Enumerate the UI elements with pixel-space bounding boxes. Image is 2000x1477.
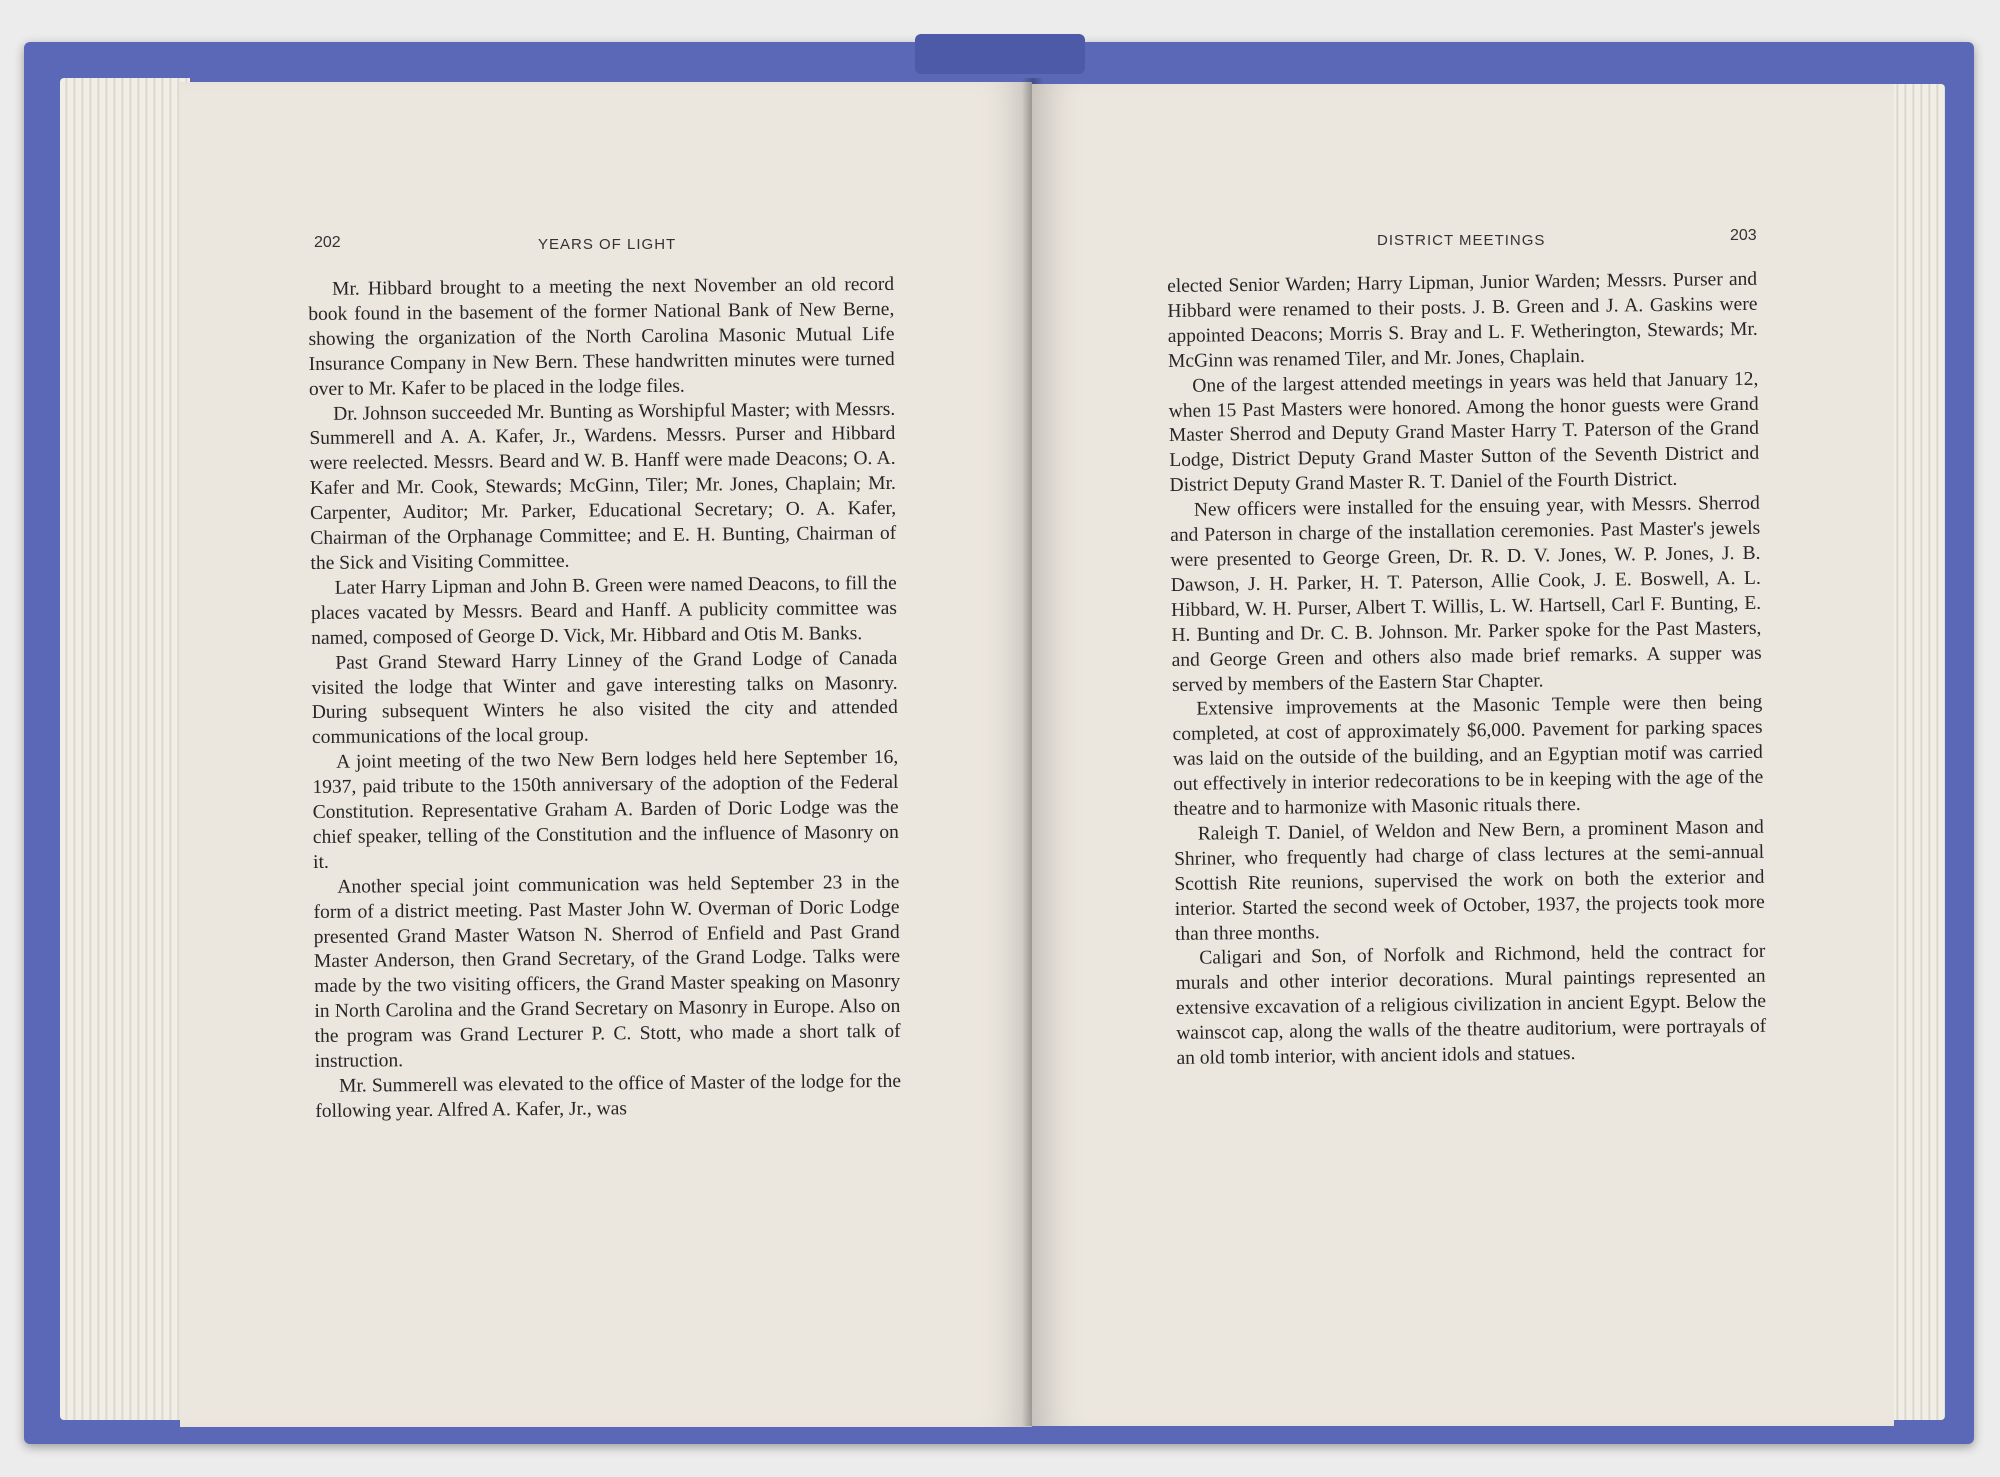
paragraph: New officers were installed for the ensuing year, with Messrs. Sherrod and Paterson in charge of the installation ceremonies. Past Master's jewels were presented to George Green, Dr. R. D. V. Jones, W. P. Jones, J. B. Dawson, J. H. Parker, H. T. Paterson, Allie Cook, J. E. Boswell, A. L. Hibbard, W. H. Purser, Albert T. Willis, L. W. Hartsell, Carl F. Bunting, E. H. Bunting and Dr. C. B. Johnson. Mr. Parker spoke for the Past Masters, and George Green and others also made brief remarks. A supper was served by members of the Eastern Star Chapter. xyxy=(1170,492,1762,696)
paragraph: Dr. Johnson succeeded Mr. Bunting as Worshipful Master; with Messrs. Summerell and A. A. Kafer, Jr., Wardens. Messrs. Purser and Hibbard were reelected. Messrs. Beard and W. B. Hanff were made Deacons; O. A. Kafer and Mr. Cook, Stewards; McGinn, Tiler; Mr. Jones, Chaplain; Mr. Carpenter, Auditor; Mr. Parker, Educational Secretary; O. A. Kafer, Chairman of the Orphanage Committee; and E. H. Bunting, Chairman of the Sick and Visiting Committee. xyxy=(309,398,897,574)
left-page xyxy=(180,82,1032,1427)
paragraph: One of the largest attended meetings in years was held that January 12, when 15 Past Masters were honored. Among the honor guests were Grand Master Sherrod and Deputy Grand Master Harry T. Paterson of the Grand Lodge, District Deputy Grand Master Sutton of the Seventh District and District Deputy Grand Master R. T. Daniel of the Fourth District. xyxy=(1168,368,1760,497)
paragraph: Extensive improvements at the Masonic Temple were then being completed, at cost of approximately $6,000. Pavement for parking spaces was laid on the outside of the building, and an Egyptian motif was carried out effectively in interior redecorations to be in keeping with the age of the theatre and to harmonize with Masonic rituals there. xyxy=(1172,692,1764,820)
right-page xyxy=(1032,84,1894,1426)
running-head-left: YEARS OF LIGHT xyxy=(538,236,677,253)
paragraph: Raleigh T. Daniel, of Weldon and New Bern, a prominent Mason and Shriner, who frequently had charge of class lectures at the semi-annual Scottish Rite reunions, supervised the work on both the exterior and interior. Started the second week of October, 1937, the projects took more than three months. xyxy=(1174,816,1765,945)
paragraph: Caligari and Son, of Norfolk and Richmond, held the contract for murals and other interior decorations. Mural paintings represented an extensive excavation of a religious civilization in ancient Egypt. Below the wainscot cap, along the walls of the theatre auditorium, were portrayals of an old tomb interior, with ancient idols and statues. xyxy=(1175,941,1767,1070)
paragraph: Past Grand Steward Harry Linney of the Grand Lodge of Canada visited the lodge that Winter and gave interesting talks on Masonry. During subsequent Winters he also visited the city and attended communications of the local group. xyxy=(311,647,898,749)
paragraph: elected Senior Warden; Harry Lipman, Junior Warden; Messrs. Purser and Hibbard were renamed to their posts. J. B. Green and J. A. Gaskins were appointed Deacons; Morris S. Bray and L. F. Wetherington, Stewards; Mr. McGinn was renamed Tiler, and Mr. Jones, Chaplain. xyxy=(1167,268,1758,372)
left-page-text xyxy=(308,273,901,1125)
page-number-right: 203 xyxy=(1730,227,1757,244)
running-head-right: DISTRICT MEETINGS xyxy=(1377,232,1546,249)
paragraph: Mr. Hibbard brought to a meeting the next November an old record book found in the basement of the former National Bank of New Berne, showing the organization of the North Carolina Masonic Mutual Life Insurance Company in New Bern. These handwritten minutes were turned over to Mr. Kafer to be placed in the lodge files. xyxy=(308,273,895,400)
paragraph: Mr. Summerell was elevated to the office of Master of the lodge for the following year. Alfred A. Kafer, Jr., was xyxy=(315,1070,902,1122)
paragraph: Later Harry Lipman and John B. Green were named Deacons, to fill the places vacated by Messrs. Beard and Hanff. A publicity committee was named, composed of George D. Vick, Mr. Hibbard and Otis M. Banks. xyxy=(310,572,897,649)
right-page-text xyxy=(1167,268,1767,1072)
paragraph: A joint meeting of the two New Bern lodges held here September 16, 1937, paid tribute to the 150th anniversary of the adoption of the Federal Constitution. Representative Graham A. Barden of Doric Lodge was the chief speaker, telling of the Constitution and the influence of Masonry on it. xyxy=(312,747,899,873)
paragraph: Another special joint communication was held September 23 in the form of a district meeting. Past Master John W. Overman of Doric Lodge presented Grand Master Watson N. Sherrod of Enfield and Past Grand Master Anderson, then Grand Secretary, of the Grand Lodge. Talks were made by the two visiting officers, the Grand Master speaking on Masonry in North Carolina and the Grand Secretary on Masonry in Europe. Also on the program was Grand Lecturer P. C. Stott, who made a short talk of instruction. xyxy=(313,871,901,1073)
book-spine xyxy=(915,34,1085,74)
page-edges-left xyxy=(60,78,190,1420)
page-number-left: 202 xyxy=(314,234,341,251)
